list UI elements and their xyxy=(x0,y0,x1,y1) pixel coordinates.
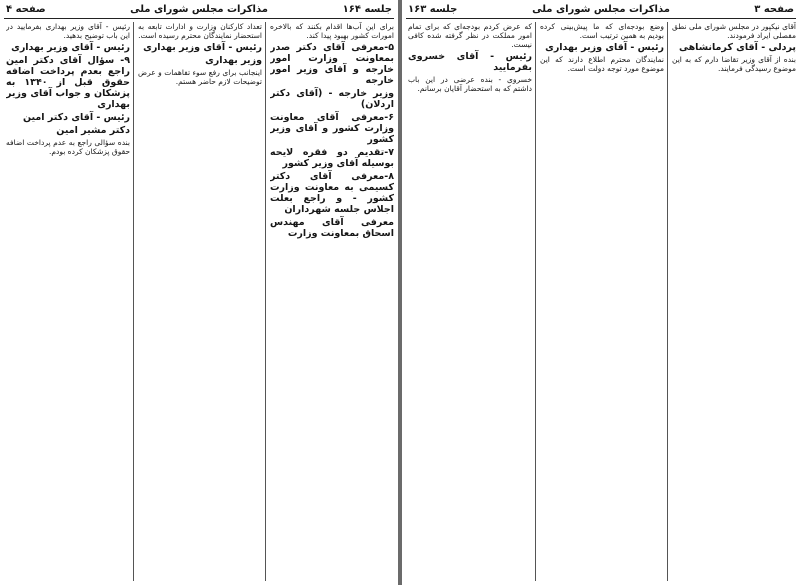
section-heading: وزیر خارجه - (آقای دکتر اردلان) xyxy=(270,88,394,111)
section-heading: ۸-معرفی آقای دکتر کسیمی به معاونت وزارت کشور - و راجع بعلت اجلاس جلسه شهرداران xyxy=(270,171,394,216)
right-column-2 xyxy=(540,22,664,583)
right-page xyxy=(402,0,800,585)
left-page-number: صفحه ۴ xyxy=(6,4,46,15)
section-heading: رئیس - آقای وزیر بهداری xyxy=(545,42,664,54)
section-heading: رئیس - آقای وزیر بهداری xyxy=(11,42,130,54)
right-page-title: مذاکرات مجلس شورای ملی xyxy=(532,4,670,15)
body-paragraph: تعداد کارکنان وزارت و ادارات تابعه به استحضار نمایندگان محترم رسیده است. xyxy=(138,22,262,41)
left-page xyxy=(0,0,398,585)
body-paragraph: بنده از آقای وزیر تقاضا دارم که به این موضوع رسیدگی فرمایند. xyxy=(672,55,796,74)
left-column-divider xyxy=(133,22,134,581)
left-header-rule xyxy=(4,18,394,19)
left-column-divider xyxy=(265,22,266,581)
body-paragraph: رئیس - آقای وزیر بهداری بفرمایید در این باب توضیح بدهید. xyxy=(6,22,130,41)
section-heading: معرفی آقای مهندس اسحاق بمعاونت وزارت xyxy=(270,217,394,240)
body-paragraph: که عرض کردم بودجه‌ای که برای تمام امور مملکت در نظر گرفته شده کافی نیست. xyxy=(408,22,532,50)
right-column-divider xyxy=(667,22,668,581)
left-column-2 xyxy=(138,22,262,583)
left-page-session: جلسه ۱۶۴ xyxy=(342,4,392,15)
right-page-header xyxy=(406,2,796,18)
section-heading: ۶-معرفی آقای معاونت وزارت کشور و آقای وزیر کشور xyxy=(270,112,394,146)
section-heading: رئیس - آقای دکتر امین xyxy=(22,112,130,124)
section-heading: ۷-تقدیم دو فقره لایحه بوسیله آقای وزیر کشور xyxy=(270,147,394,170)
body-paragraph: برای این آب‌ها اقدام بکنند که بالاخره امورات کشور بهبود پیدا کند. xyxy=(270,22,394,41)
section-heading: رئیس - آقای وزیر بهداری xyxy=(143,42,262,54)
body-paragraph: نمایندگان محترم اطلاع دارند که این موضوع مورد توجه دولت است. xyxy=(540,55,664,74)
right-column-3 xyxy=(408,22,532,583)
right-page-session: جلسه ۱۶۳ xyxy=(408,4,458,15)
right-column-1 xyxy=(672,22,796,583)
right-page-number: صفحه ۳ xyxy=(754,4,794,15)
body-paragraph: اینجانب برای رفع سوء تفاهمات و عرض توضیحات لازم حاضر هستم. xyxy=(138,68,262,87)
right-column-divider xyxy=(535,22,536,581)
section-heading: رئیس - آقای خسروی بفرمایید xyxy=(408,51,532,74)
section-heading: ۵-معرفی آقای دکتر صدر بمعاونت وزارت امور خارجه و آقای وزیر امور خارجه xyxy=(270,42,394,87)
section-heading: وزیر بهداری xyxy=(205,55,262,67)
left-column-3 xyxy=(6,22,130,583)
body-paragraph: بنده سؤالی راجع به عدم پرداخت اضافه حقوق پزشکان کرده بودم. xyxy=(6,138,130,157)
section-heading: پردلی - آقای کرمانشاهی xyxy=(678,42,796,54)
left-page-header xyxy=(4,2,394,18)
section-heading: دکتر مشیر امین xyxy=(56,125,130,137)
left-column-1 xyxy=(270,22,394,583)
body-paragraph: آقای نیکپور در مجلس شورای ملی نطق مفصلی ایراد فرمودند. xyxy=(672,22,796,41)
right-header-rule xyxy=(406,18,796,19)
body-paragraph: خسروی - بنده عرضی در این باب داشتم که به استحضار آقایان برسانم. xyxy=(408,75,532,94)
left-page-title: مذاکرات مجلس شورای ملی xyxy=(130,4,268,15)
section-heading: ۹- سؤال آقای دکتر امین راجع بعدم پرداخت اضافه حقوق قبل از ۱۳۴۰ به پزشکان و جواب آقای وزیر بهداری xyxy=(6,55,130,111)
body-paragraph: وضع بودجه‌ای که ما پیش‌بینی کرده بودیم به همین ترتیب است. xyxy=(540,22,664,41)
